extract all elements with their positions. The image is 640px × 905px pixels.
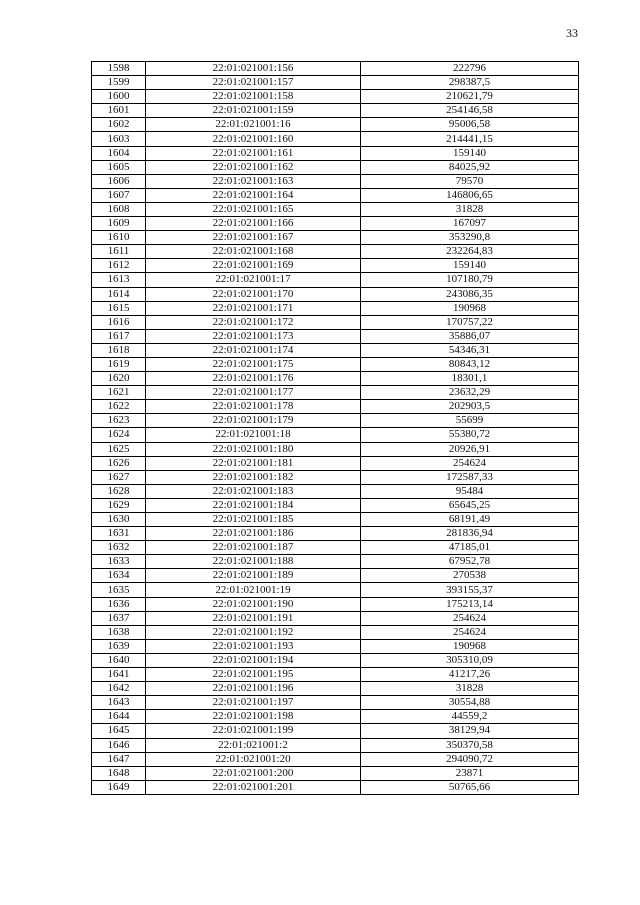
cadastral-number-cell: 22:01:021001:185 bbox=[146, 513, 361, 527]
row-number-cell: 1627 bbox=[92, 470, 146, 484]
cadastral-value-cell: 31828 bbox=[361, 682, 579, 696]
table-row bbox=[92, 386, 579, 400]
table-row bbox=[92, 752, 579, 766]
row-number-cell: 1629 bbox=[92, 498, 146, 512]
cadastral-value-cell: 254624 bbox=[361, 625, 579, 639]
cadastral-number-cell: 22:01:021001:162 bbox=[146, 160, 361, 174]
table-row bbox=[92, 104, 579, 118]
cadastral-number-cell: 22:01:021001:174 bbox=[146, 343, 361, 357]
cadastral-value-cell: 35886,07 bbox=[361, 329, 579, 343]
row-number-cell: 1614 bbox=[92, 287, 146, 301]
table-row bbox=[92, 653, 579, 667]
row-number-cell: 1636 bbox=[92, 597, 146, 611]
cadastral-value-cell: 23632,29 bbox=[361, 386, 579, 400]
cadastral-number-cell: 22:01:021001:201 bbox=[146, 780, 361, 794]
table-row bbox=[92, 202, 579, 216]
cadastral-value-cell: 222796 bbox=[361, 62, 579, 76]
table-row bbox=[92, 414, 579, 428]
table-row bbox=[92, 780, 579, 794]
cadastral-number-cell: 22:01:021001:163 bbox=[146, 174, 361, 188]
row-number-cell: 1611 bbox=[92, 245, 146, 259]
cadastral-number-cell: 22:01:021001:20 bbox=[146, 752, 361, 766]
cadastral-number-cell: 22:01:021001:196 bbox=[146, 682, 361, 696]
row-number-cell: 1600 bbox=[92, 90, 146, 104]
cadastral-value-cell: 232264,83 bbox=[361, 245, 579, 259]
cadastral-number-cell: 22:01:021001:164 bbox=[146, 188, 361, 202]
row-number-cell: 1637 bbox=[92, 611, 146, 625]
cadastral-value-cell: 84025,92 bbox=[361, 160, 579, 174]
row-number-cell: 1622 bbox=[92, 400, 146, 414]
cadastral-value-cell: 20926,91 bbox=[361, 442, 579, 456]
cadastral-value-cell: 190968 bbox=[361, 301, 579, 315]
cadastral-number-cell: 22:01:021001:19 bbox=[146, 583, 361, 597]
row-number-cell: 1648 bbox=[92, 766, 146, 780]
row-number-cell: 1644 bbox=[92, 710, 146, 724]
table-row bbox=[92, 160, 579, 174]
cadastral-value-cell: 170757,22 bbox=[361, 315, 579, 329]
cadastral-number-cell: 22:01:021001:175 bbox=[146, 357, 361, 371]
row-number-cell: 1624 bbox=[92, 428, 146, 442]
cadastral-value-cell: 47185,01 bbox=[361, 541, 579, 555]
cadastral-value-cell: 305310,09 bbox=[361, 653, 579, 667]
table-row bbox=[92, 287, 579, 301]
cadastral-value-cell: 146806,65 bbox=[361, 188, 579, 202]
row-number-cell: 1626 bbox=[92, 456, 146, 470]
cadastral-value-cell: 41217,26 bbox=[361, 668, 579, 682]
cadastral-value-cell: 50765,66 bbox=[361, 780, 579, 794]
cadastral-value-cell: 55380,72 bbox=[361, 428, 579, 442]
cadastral-number-cell: 22:01:021001:171 bbox=[146, 301, 361, 315]
cadastral-value-cell: 243086,35 bbox=[361, 287, 579, 301]
cadastral-number-cell: 22:01:021001:188 bbox=[146, 555, 361, 569]
cadastral-value-cell: 270538 bbox=[361, 569, 579, 583]
cadastral-value-cell: 68191,49 bbox=[361, 513, 579, 527]
row-number-cell: 1605 bbox=[92, 160, 146, 174]
page-number: 33 bbox=[566, 26, 578, 40]
cadastral-number-cell: 22:01:021001:193 bbox=[146, 639, 361, 653]
table-row bbox=[92, 329, 579, 343]
cadastral-value-cell: 80843,12 bbox=[361, 357, 579, 371]
cadastral-value-cell: 30554,88 bbox=[361, 696, 579, 710]
cadastral-number-cell: 22:01:021001:179 bbox=[146, 414, 361, 428]
table-row bbox=[92, 583, 579, 597]
cadastral-value-cell: 202903,5 bbox=[361, 400, 579, 414]
cadastral-number-cell: 22:01:021001:165 bbox=[146, 202, 361, 216]
table-row bbox=[92, 245, 579, 259]
cadastral-number-cell: 22:01:021001:192 bbox=[146, 625, 361, 639]
cadastral-value-cell: 67952,78 bbox=[361, 555, 579, 569]
table-row bbox=[92, 62, 579, 76]
row-number-cell: 1620 bbox=[92, 372, 146, 386]
table-row bbox=[92, 668, 579, 682]
row-number-cell: 1632 bbox=[92, 541, 146, 555]
table-row bbox=[92, 541, 579, 555]
cadastral-value-cell: 44559,2 bbox=[361, 710, 579, 724]
row-number-cell: 1638 bbox=[92, 625, 146, 639]
cadastral-number-cell: 22:01:021001:191 bbox=[146, 611, 361, 625]
row-number-cell: 1634 bbox=[92, 569, 146, 583]
table-row bbox=[92, 357, 579, 371]
table-row bbox=[92, 625, 579, 639]
cadastral-number-cell: 22:01:021001:183 bbox=[146, 484, 361, 498]
table-row bbox=[92, 527, 579, 541]
cadastral-value-cell: 294090,72 bbox=[361, 752, 579, 766]
cadastral-value-cell: 159140 bbox=[361, 259, 579, 273]
row-number-cell: 1615 bbox=[92, 301, 146, 315]
cadastral-number-cell: 22:01:021001:169 bbox=[146, 259, 361, 273]
cadastral-value-cell: 107180,79 bbox=[361, 273, 579, 287]
cadastral-value-cell: 281836,94 bbox=[361, 527, 579, 541]
row-number-cell: 1603 bbox=[92, 132, 146, 146]
row-number-cell: 1621 bbox=[92, 386, 146, 400]
row-number-cell: 1616 bbox=[92, 315, 146, 329]
cadastral-number-cell: 22:01:021001:158 bbox=[146, 90, 361, 104]
cadastral-value-cell: 254624 bbox=[361, 456, 579, 470]
cadastral-value-cell: 210621,79 bbox=[361, 90, 579, 104]
cadastral-number-cell: 22:01:021001:197 bbox=[146, 696, 361, 710]
cadastral-number-cell: 22:01:021001:176 bbox=[146, 372, 361, 386]
cadastral-value-cell: 172587,33 bbox=[361, 470, 579, 484]
cadastral-number-cell: 22:01:021001:17 bbox=[146, 273, 361, 287]
cadastral-value-cell: 190968 bbox=[361, 639, 579, 653]
cadastral-number-cell: 22:01:021001:177 bbox=[146, 386, 361, 400]
table-row bbox=[92, 738, 579, 752]
table-row bbox=[92, 597, 579, 611]
cadastral-number-cell: 22:01:021001:182 bbox=[146, 470, 361, 484]
table-row bbox=[92, 372, 579, 386]
cadastral-value-cell: 31828 bbox=[361, 202, 579, 216]
table-row bbox=[92, 231, 579, 245]
row-number-cell: 1617 bbox=[92, 329, 146, 343]
cadastral-number-cell: 22:01:021001:156 bbox=[146, 62, 361, 76]
row-number-cell: 1609 bbox=[92, 217, 146, 231]
cadastral-number-cell: 22:01:021001:167 bbox=[146, 231, 361, 245]
row-number-cell: 1635 bbox=[92, 583, 146, 597]
row-number-cell: 1619 bbox=[92, 357, 146, 371]
cadastral-value-cell: 54346,31 bbox=[361, 343, 579, 357]
cadastral-number-cell: 22:01:021001:190 bbox=[146, 597, 361, 611]
table-row bbox=[92, 259, 579, 273]
row-number-cell: 1610 bbox=[92, 231, 146, 245]
table-row bbox=[92, 400, 579, 414]
row-number-cell: 1646 bbox=[92, 738, 146, 752]
cadastral-number-cell: 22:01:021001:195 bbox=[146, 668, 361, 682]
table-row bbox=[92, 470, 579, 484]
table-row bbox=[92, 174, 579, 188]
cadastral-value-cell: 95006,58 bbox=[361, 118, 579, 132]
cadastral-number-cell: 22:01:021001:180 bbox=[146, 442, 361, 456]
row-number-cell: 1613 bbox=[92, 273, 146, 287]
cadastral-number-cell: 22:01:021001:157 bbox=[146, 76, 361, 90]
row-number-cell: 1643 bbox=[92, 696, 146, 710]
row-number-cell: 1625 bbox=[92, 442, 146, 456]
table-row bbox=[92, 611, 579, 625]
row-number-cell: 1602 bbox=[92, 118, 146, 132]
table-row bbox=[92, 766, 579, 780]
cadastral-value-cell: 254146,58 bbox=[361, 104, 579, 118]
cadastral-number-cell: 22:01:021001:16 bbox=[146, 118, 361, 132]
table-row bbox=[92, 569, 579, 583]
table-row bbox=[92, 188, 579, 202]
row-number-cell: 1642 bbox=[92, 682, 146, 696]
cadastral-value-cell: 214441,15 bbox=[361, 132, 579, 146]
row-number-cell: 1604 bbox=[92, 146, 146, 160]
row-number-cell: 1630 bbox=[92, 513, 146, 527]
row-number-cell: 1606 bbox=[92, 174, 146, 188]
cadastral-number-cell: 22:01:021001:186 bbox=[146, 527, 361, 541]
cadastral-value-cell: 55699 bbox=[361, 414, 579, 428]
table-row bbox=[92, 118, 579, 132]
table-row bbox=[92, 639, 579, 653]
row-number-cell: 1640 bbox=[92, 653, 146, 667]
cadastral-number-cell: 22:01:021001:184 bbox=[146, 498, 361, 512]
cadastral-number-cell: 22:01:021001:159 bbox=[146, 104, 361, 118]
cadastral-number-cell: 22:01:021001:181 bbox=[146, 456, 361, 470]
row-number-cell: 1623 bbox=[92, 414, 146, 428]
cadastral-value-cell: 38129,94 bbox=[361, 724, 579, 738]
row-number-cell: 1601 bbox=[92, 104, 146, 118]
row-number-cell: 1599 bbox=[92, 76, 146, 90]
row-number-cell: 1598 bbox=[92, 62, 146, 76]
cadastral-value-cell: 79570 bbox=[361, 174, 579, 188]
table-row bbox=[92, 696, 579, 710]
table-row bbox=[92, 724, 579, 738]
cadastral-number-cell: 22:01:021001:200 bbox=[146, 766, 361, 780]
cadastral-number-cell: 22:01:021001:199 bbox=[146, 724, 361, 738]
table-row bbox=[92, 498, 579, 512]
table-row bbox=[92, 146, 579, 160]
cadastral-value-cell: 393155,37 bbox=[361, 583, 579, 597]
cadastral-number-cell: 22:01:021001:173 bbox=[146, 329, 361, 343]
table-row bbox=[92, 555, 579, 569]
row-number-cell: 1631 bbox=[92, 527, 146, 541]
row-number-cell: 1612 bbox=[92, 259, 146, 273]
table-body bbox=[92, 62, 579, 795]
cadastral-number-cell: 22:01:021001:187 bbox=[146, 541, 361, 555]
cadastral-number-cell: 22:01:021001:161 bbox=[146, 146, 361, 160]
cadastral-number-cell: 22:01:021001:168 bbox=[146, 245, 361, 259]
row-number-cell: 1639 bbox=[92, 639, 146, 653]
row-number-cell: 1647 bbox=[92, 752, 146, 766]
cadastral-value-cell: 65645,25 bbox=[361, 498, 579, 512]
cadastral-number-cell: 22:01:021001:160 bbox=[146, 132, 361, 146]
cadastral-number-cell: 22:01:021001:166 bbox=[146, 217, 361, 231]
cadastral-number-cell: 22:01:021001:194 bbox=[146, 653, 361, 667]
cadastral-value-cell: 23871 bbox=[361, 766, 579, 780]
row-number-cell: 1608 bbox=[92, 202, 146, 216]
table-row bbox=[92, 273, 579, 287]
row-number-cell: 1633 bbox=[92, 555, 146, 569]
cadastral-number-cell: 22:01:021001:18 bbox=[146, 428, 361, 442]
row-number-cell: 1607 bbox=[92, 188, 146, 202]
row-number-cell: 1645 bbox=[92, 724, 146, 738]
table-row bbox=[92, 76, 579, 90]
table-row bbox=[92, 456, 579, 470]
table-row bbox=[92, 301, 579, 315]
cadastral-value-cell: 159140 bbox=[361, 146, 579, 160]
table-row bbox=[92, 217, 579, 231]
cadastral-value-cell: 18301,1 bbox=[361, 372, 579, 386]
row-number-cell: 1628 bbox=[92, 484, 146, 498]
table-row bbox=[92, 90, 579, 104]
table-row bbox=[92, 428, 579, 442]
cadastral-value-cell: 350370,58 bbox=[361, 738, 579, 752]
row-number-cell: 1618 bbox=[92, 343, 146, 357]
cadastral-number-cell: 22:01:021001:189 bbox=[146, 569, 361, 583]
row-number-cell: 1649 bbox=[92, 780, 146, 794]
table-row bbox=[92, 513, 579, 527]
table-row bbox=[92, 315, 579, 329]
cadastral-number-cell: 22:01:021001:178 bbox=[146, 400, 361, 414]
cadastral-value-cell: 167097 bbox=[361, 217, 579, 231]
cadastral-value-cell: 95484 bbox=[361, 484, 579, 498]
cadastral-value-cell: 175213,14 bbox=[361, 597, 579, 611]
cadastral-value-cell: 254624 bbox=[361, 611, 579, 625]
cadastral-number-cell: 22:01:021001:170 bbox=[146, 287, 361, 301]
cadastral-value-cell: 298387,5 bbox=[361, 76, 579, 90]
table-row bbox=[92, 682, 579, 696]
table-row bbox=[92, 484, 579, 498]
row-number-cell: 1641 bbox=[92, 668, 146, 682]
table-row bbox=[92, 442, 579, 456]
table-row bbox=[92, 343, 579, 357]
cadastral-value-cell: 353290,8 bbox=[361, 231, 579, 245]
table-row bbox=[92, 710, 579, 724]
table-row bbox=[92, 132, 579, 146]
cadastral-number-cell: 22:01:021001:198 bbox=[146, 710, 361, 724]
cadastral-number-cell: 22:01:021001:172 bbox=[146, 315, 361, 329]
cadastral-number-cell: 22:01:021001:2 bbox=[146, 738, 361, 752]
cadastral-value-table bbox=[91, 61, 579, 795]
